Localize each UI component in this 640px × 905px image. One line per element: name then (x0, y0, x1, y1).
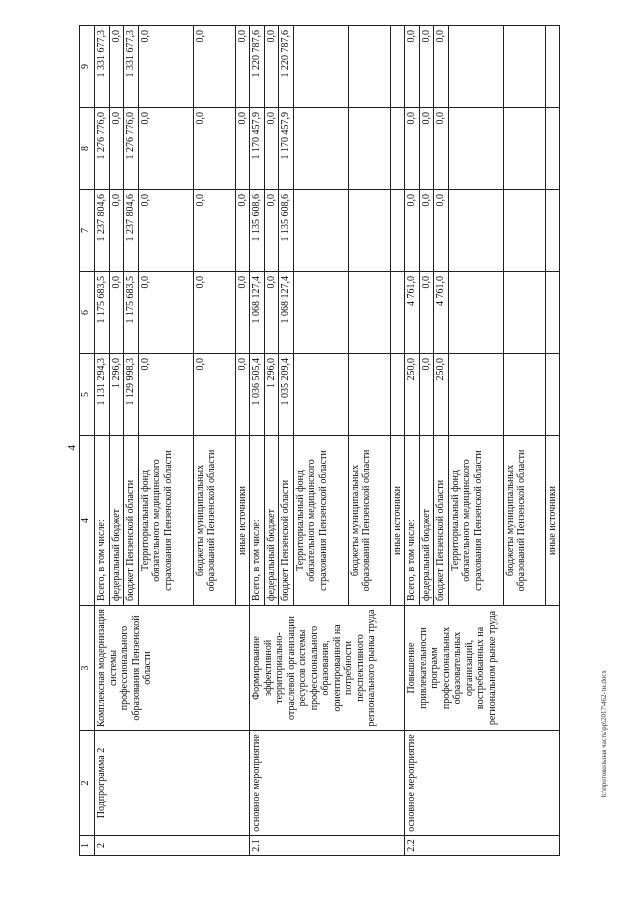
amount-cell (503, 26, 545, 108)
table-row (405, 26, 420, 856)
amount-cell (545, 26, 560, 108)
amount-cell: 0,0 (193, 26, 235, 108)
footer-file-path: h:\протокольная часть\pp\2017\462-ти.docx (600, 670, 608, 798)
amount-cell: 1 170 457,9 (279, 108, 294, 190)
amount-cell: 1 036 505,4 (250, 354, 265, 436)
funding-source: Всего, в том числе: (250, 436, 265, 606)
amount-cell: 250,0 (434, 354, 449, 436)
amount-cell: 0,0 (193, 272, 235, 354)
amount-cell: 0,0 (109, 108, 124, 190)
amount-cell: 0,0 (434, 26, 449, 108)
amount-cell (448, 108, 503, 190)
amount-cell (293, 354, 348, 436)
amount-cell: 0,0 (405, 108, 420, 190)
amount-cell (503, 190, 545, 272)
amount-cell (390, 108, 405, 190)
amount-cell (545, 354, 560, 436)
amount-cell (293, 190, 348, 272)
amount-cell: 0,0 (138, 272, 193, 354)
amount-cell: 0,0 (264, 108, 279, 190)
funding-source: федеральный бюджет (109, 436, 124, 606)
funding-source: бюджет Пензенской области (124, 436, 139, 606)
rotated-table-canvas (79, 26, 579, 856)
row-number: 2.1 (250, 836, 405, 856)
amount-cell: 1 220 787,6 (250, 26, 265, 108)
funding-source: Территориальный фонд обязательного медицинского страхования Пензенской области (138, 436, 193, 606)
amount-cell (545, 190, 560, 272)
amount-cell: 1 296,0 (109, 354, 124, 436)
amount-cell (503, 108, 545, 190)
amount-cell: 0,0 (193, 108, 235, 190)
amount-cell: 0,0 (235, 272, 250, 354)
amount-cell: 1 331 677,3 (124, 26, 139, 108)
amount-cell (293, 26, 348, 108)
amount-cell (545, 272, 560, 354)
table-row (95, 26, 110, 856)
amount-cell: 0,0 (235, 354, 250, 436)
funding-source: федеральный бюджет (264, 436, 279, 606)
amount-cell (348, 190, 390, 272)
row-name: Повышение привлекательности программ профессиональных образовательных организаций, востребованных на региональном рынке труда (405, 606, 560, 731)
funding-source: бюджеты муниципальных образований Пензенской области (503, 436, 545, 606)
amount-cell: 4 761,0 (434, 272, 449, 354)
amount-cell (503, 272, 545, 354)
funding-source: иные источники (235, 436, 250, 606)
amount-cell: 1 331 677,3 (95, 26, 110, 108)
amount-cell: 0,0 (264, 272, 279, 354)
amount-cell (448, 190, 503, 272)
amount-cell: 1 129 998,3 (124, 354, 139, 436)
row-type: основное мероприятие (250, 731, 405, 836)
amount-cell (390, 354, 405, 436)
amount-cell (390, 190, 405, 272)
col-header: 5 (80, 354, 95, 436)
row-number: 2 (95, 836, 250, 856)
amount-cell: 0,0 (193, 354, 235, 436)
amount-cell (293, 272, 348, 354)
amount-cell: 1 175 683,5 (124, 272, 139, 354)
amount-cell: 1 220 787,6 (279, 26, 294, 108)
amount-cell: 0,0 (264, 190, 279, 272)
page-number: 4 (66, 445, 78, 451)
amount-cell: 0,0 (235, 108, 250, 190)
funding-source: Всего, в том числе: (405, 436, 420, 606)
amount-cell: 0,0 (138, 26, 193, 108)
amount-cell: 1 276 776,0 (124, 108, 139, 190)
col-header: 6 (80, 272, 95, 354)
amount-cell: 0,0 (419, 26, 434, 108)
amount-cell (448, 272, 503, 354)
amount-cell (293, 108, 348, 190)
funding-source: бюджет Пензенской области (279, 436, 294, 606)
amount-cell: 1 237 804,6 (95, 190, 110, 272)
amount-cell: 0,0 (109, 190, 124, 272)
amount-cell: 0,0 (419, 354, 434, 436)
col-header: 4 (80, 436, 95, 606)
amount-cell: 1 170 457,9 (250, 108, 265, 190)
funding-source: Всего, в том числе: (95, 436, 110, 606)
amount-cell: 0,0 (405, 190, 420, 272)
header-row (80, 26, 95, 856)
amount-cell: 0,0 (235, 26, 250, 108)
amount-cell (448, 354, 503, 436)
amount-cell: 0,0 (264, 26, 279, 108)
amount-cell (348, 354, 390, 436)
amount-cell: 0,0 (193, 190, 235, 272)
table-row (250, 26, 265, 856)
row-name: Комплексная модернизация системы профессионального образования Пензенской области (95, 606, 250, 731)
amount-cell: 0,0 (434, 190, 449, 272)
row-type: основное мероприятие (405, 731, 560, 836)
funding-source: иные источники (390, 436, 405, 606)
amount-cell: 1 296,0 (264, 354, 279, 436)
col-header: 7 (80, 190, 95, 272)
row-name: Формирование эффективной территориально-отраслевой организации ресурсов системы профессионального образования, ориентированной на потребности перспективного регионального рынка труда (250, 606, 405, 731)
amount-cell: 0,0 (405, 26, 420, 108)
col-header: 1 (80, 836, 95, 856)
amount-cell (390, 26, 405, 108)
amount-cell: 0,0 (138, 190, 193, 272)
row-type: Подпрограмма 2 (95, 731, 250, 836)
funding-source: Территориальный фонд обязательного медицинского страхования Пензенской области (293, 436, 348, 606)
amount-cell (348, 272, 390, 354)
funding-source: Территориальный фонд обязательного медицинского страхования Пензенской области (448, 436, 503, 606)
amount-cell: 1 131 294,3 (95, 354, 110, 436)
funding-source: федеральный бюджет (419, 436, 434, 606)
amount-cell: 1 035 209,4 (279, 354, 294, 436)
amount-cell (545, 108, 560, 190)
funding-source: иные источники (545, 436, 560, 606)
table-body (80, 26, 560, 856)
amount-cell: 0,0 (109, 272, 124, 354)
amount-cell (503, 354, 545, 436)
amount-cell: 4 761,0 (405, 272, 420, 354)
amount-cell: 0,0 (419, 108, 434, 190)
amount-cell: 0,0 (138, 354, 193, 436)
amount-cell: 1 237 804,6 (124, 190, 139, 272)
amount-cell (348, 26, 390, 108)
funding-source: бюджеты муниципальных образований Пензенской области (193, 436, 235, 606)
amount-cell: 1 175 683,5 (95, 272, 110, 354)
amount-cell: 1 135 608,6 (250, 190, 265, 272)
funding-source: бюджет Пензенской области (434, 436, 449, 606)
row-number: 2.2 (405, 836, 560, 856)
amount-cell (348, 108, 390, 190)
amount-cell (448, 26, 503, 108)
funding-table (79, 25, 560, 856)
amount-cell: 0,0 (235, 190, 250, 272)
col-header: 8 (80, 108, 95, 190)
amount-cell: 1 135 608,6 (279, 190, 294, 272)
amount-cell: 0,0 (419, 272, 434, 354)
amount-cell: 250,0 (405, 354, 420, 436)
funding-source: бюджеты муниципальных образований Пензенской области (348, 436, 390, 606)
amount-cell: 0,0 (434, 108, 449, 190)
amount-cell: 0,0 (138, 108, 193, 190)
col-header: 9 (80, 26, 95, 108)
amount-cell (390, 272, 405, 354)
amount-cell: 1 068 127,4 (279, 272, 294, 354)
amount-cell: 1 068 127,4 (250, 272, 265, 354)
col-header: 3 (80, 606, 95, 731)
amount-cell: 0,0 (419, 190, 434, 272)
amount-cell: 0,0 (109, 26, 124, 108)
col-header: 2 (80, 731, 95, 836)
amount-cell: 1 276 776,0 (95, 108, 110, 190)
